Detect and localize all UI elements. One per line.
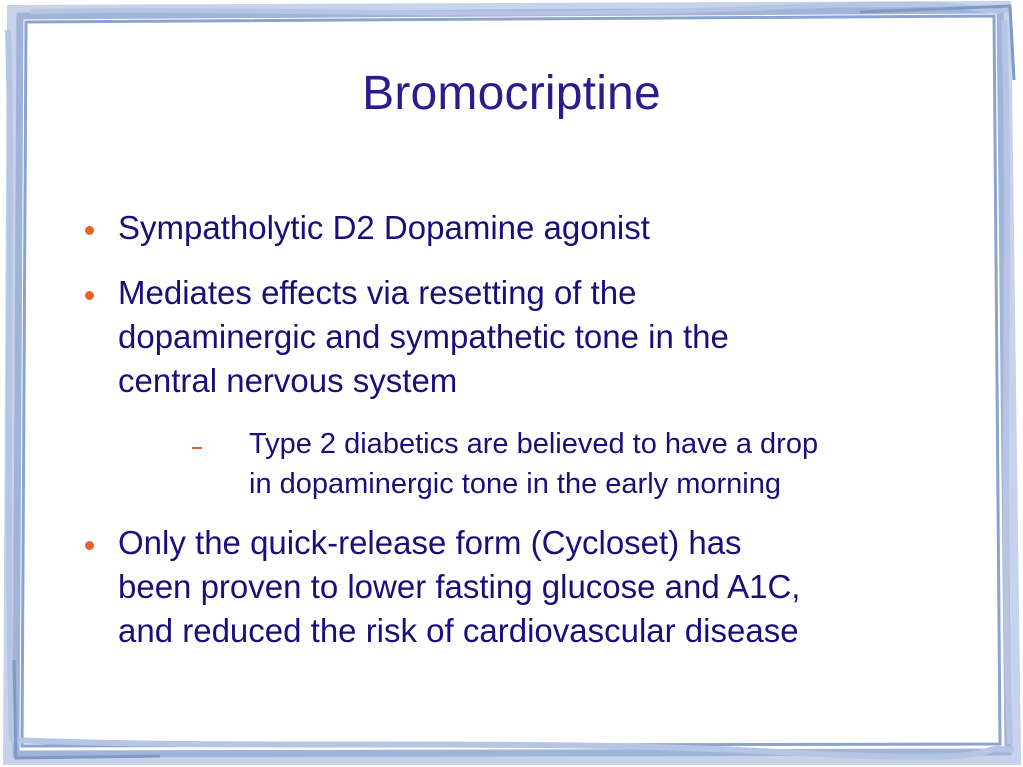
bullet-dot-icon [85, 226, 94, 235]
bullet-text-line: been proven to lower fasting glucose and A1C, [118, 568, 801, 605]
slide-title: Bromocriptine [362, 67, 661, 120]
bullet-item [118, 521, 800, 653]
bullet-item [118, 206, 650, 250]
sub-bullet-item [249, 424, 818, 504]
sub-bullet-dash-icon [192, 447, 202, 449]
bullet-text-line: dopaminergic and sympathetic tone in the [118, 318, 729, 355]
bullet-text-line: Only the quick-release form (Cycloset) has [118, 524, 742, 561]
bullet-dot-icon [85, 541, 94, 550]
bullet-text-line: central nervous system [118, 362, 458, 399]
bullet-text-line: Sympatholytic D2 Dopamine agonist [118, 209, 650, 246]
sub-bullet-text-line: in dopaminergic tone in the early morning [249, 468, 781, 500]
bullet-item [118, 271, 729, 403]
bullet-text-line: Mediates effects via resetting of the [118, 274, 637, 311]
bullet-text-line: and reduced the risk of cardiovascular disease [118, 612, 799, 649]
bullet-dot-icon [85, 291, 94, 300]
sub-bullet-text-line: Type 2 diabetics are believed to have a drop [249, 428, 819, 460]
